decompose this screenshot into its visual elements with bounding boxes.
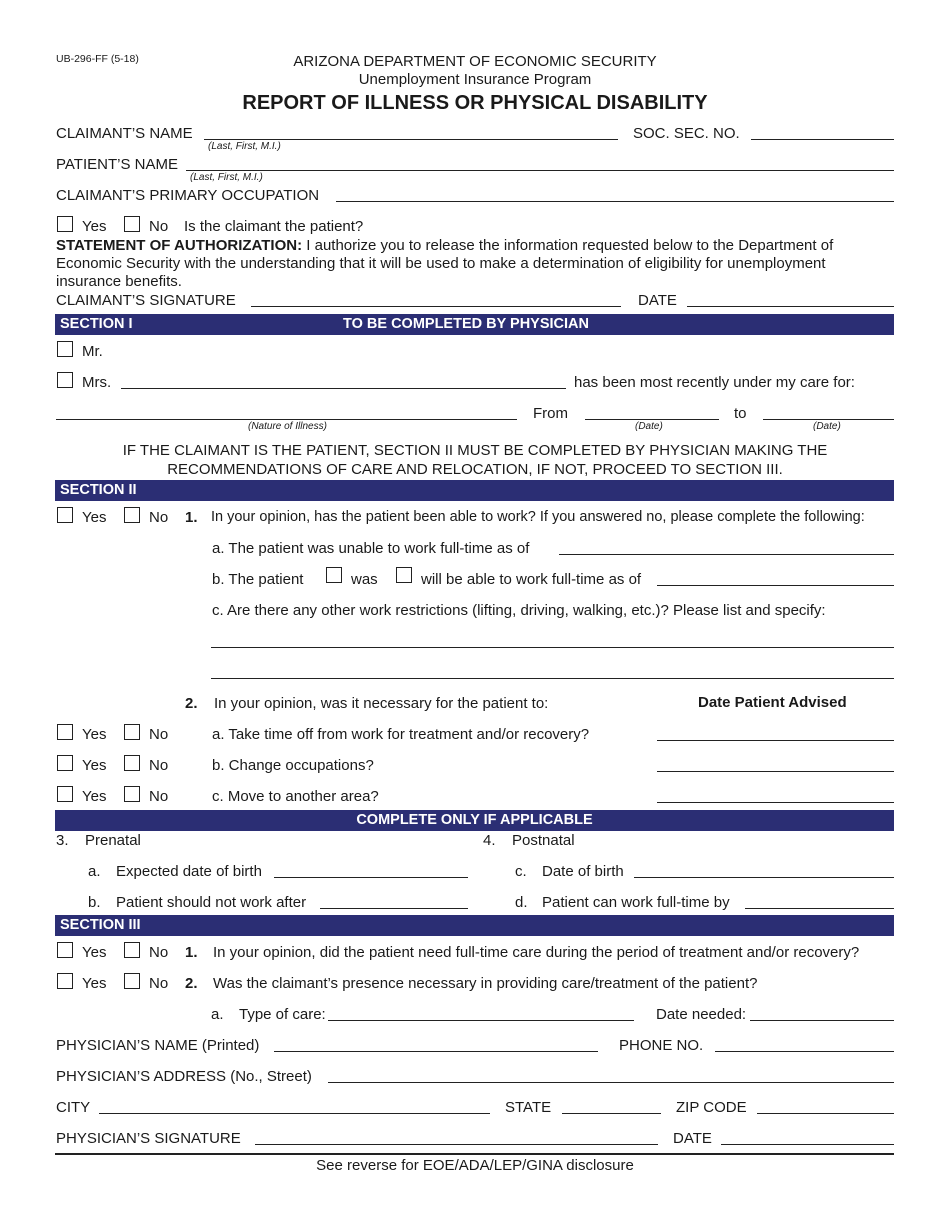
s2-q1a-text: a. The patient was unable to work full-time as of <box>212 540 530 557</box>
expected-birth-label: Expected date of birth <box>116 863 262 880</box>
from-label: From <box>533 405 568 422</box>
s2-q2c-no-checkbox[interactable] <box>124 786 140 802</box>
s2-q2b-text: b. Change occupations? <box>212 757 374 774</box>
nature-of-illness-field[interactable] <box>56 419 517 420</box>
s2-q2c-yes-checkbox[interactable] <box>57 786 73 802</box>
s3-q1-no-checkbox[interactable] <box>124 942 140 958</box>
yes-label: Yes <box>82 218 107 235</box>
prenatal-number: 3. <box>56 832 69 849</box>
postnatal-c-letter: c. <box>515 863 527 880</box>
s2-q2b-date-field[interactable] <box>657 771 894 772</box>
section-1-label: SECTION I <box>60 316 133 332</box>
section-2-notice-line2: RECOMMENDATIONS OF CARE AND RELOCATION, IF NOT, PROCEED TO SECTION III. <box>167 461 783 478</box>
s2-q1c-restrictions-line1[interactable] <box>211 647 894 648</box>
s2-q1-no-checkbox[interactable] <box>124 507 140 523</box>
authorization-text-3: insurance benefits. <box>56 273 182 290</box>
applicable-title: COMPLETE ONLY IF APPLICABLE <box>356 812 593 828</box>
s3-q2a-letter: a. <box>211 1006 224 1023</box>
s2-q1b-text-post: will be able to work full-time as of <box>421 571 642 588</box>
footer-divider <box>55 1153 894 1155</box>
claimant-is-patient-yes-checkbox[interactable] <box>57 216 73 232</box>
section-3-label: SECTION III <box>60 917 141 933</box>
claimant-is-patient-question: Is the claimant the patient? <box>184 218 364 235</box>
state-field[interactable] <box>562 1113 661 1114</box>
claimant-is-patient-no-checkbox[interactable] <box>124 216 140 232</box>
yes-label: Yes <box>82 726 107 743</box>
type-of-care-field[interactable] <box>328 1020 634 1021</box>
postnatal-label: Postnatal <box>512 832 575 849</box>
section-3-header <box>55 915 894 936</box>
program-name: Unemployment Insurance Program <box>358 71 592 88</box>
authorization-text-1: I authorize you to release the information requested below to the Department of <box>306 237 834 254</box>
postnatal-d-letter: d. <box>515 894 528 911</box>
prenatal-a-letter: a. <box>88 863 101 880</box>
s3-q2-number: 2. <box>185 975 198 992</box>
date-of-birth-label: Date of birth <box>542 863 624 880</box>
type-of-care-label: Type of care: <box>239 1006 326 1023</box>
s3-q1-text: In your opinion, did the patient need full-time care during the period of treatment and/or recovery? <box>213 944 860 961</box>
prenatal-label: Prenatal <box>85 832 141 849</box>
section-2-notice-line1: IF THE CLAIMANT IS THE PATIENT, SECTION II MUST BE COMPLETED BY PHYSICIAN MAKING THE <box>122 442 828 459</box>
section-2-label: SECTION II <box>60 482 137 498</box>
s3-q2-no-checkbox[interactable] <box>124 973 140 989</box>
yes-label: Yes <box>82 509 107 526</box>
ssn-field[interactable] <box>751 139 894 140</box>
no-label: No <box>149 726 169 743</box>
claimant-name-field[interactable] <box>204 139 618 140</box>
no-label: No <box>149 757 169 774</box>
to-date-hint: (Date) <box>813 421 841 432</box>
no-label: No <box>149 944 169 961</box>
zip-field[interactable] <box>757 1113 894 1114</box>
claimant-signature-label: CLAIMANT’S SIGNATURE <box>56 292 236 309</box>
s2-q1b-text-pre: b. The patient <box>212 571 304 588</box>
phone-field[interactable] <box>715 1051 894 1052</box>
authorization-text-2: Economic Security with the understanding that it will be used to make a determination of eligibility for unemployment <box>56 255 826 272</box>
no-label: No <box>149 218 169 235</box>
s2-q1b-will-checkbox[interactable] <box>396 567 412 583</box>
care-text: has been most recently under my care for: <box>574 374 855 391</box>
date-patient-advised-heading: Date Patient Advised <box>698 694 847 711</box>
patient-title-name-field[interactable] <box>121 388 566 389</box>
s2-q2a-text: a. Take time off from work for treatment and/or recovery? <box>212 726 590 743</box>
s3-q1-number: 1. <box>185 944 198 961</box>
s2-q1b-date-field[interactable] <box>657 585 894 586</box>
mr-checkbox[interactable] <box>57 341 73 357</box>
s2-q2c-date-field[interactable] <box>657 802 894 803</box>
physician-name-field[interactable] <box>274 1051 598 1052</box>
s3-q2-text: Was the claimant’s presence necessary in providing care/treatment of the patient? <box>213 975 758 992</box>
claimant-signature-field[interactable] <box>251 306 621 307</box>
to-date-field[interactable] <box>763 419 894 420</box>
physician-signature-field[interactable] <box>255 1144 658 1145</box>
postnatal-number: 4. <box>483 832 496 849</box>
section-1-header <box>55 314 894 335</box>
claimant-date-label: DATE <box>638 292 677 309</box>
s2-q1c-text: c. Are there any other work restrictions (lifting, driving, walking, etc.)? Please list and specify: <box>212 602 826 619</box>
section-1-title: TO BE COMPLETED BY PHYSICIAN <box>343 316 589 332</box>
physician-date-label: DATE <box>673 1130 712 1147</box>
yes-label: Yes <box>82 788 107 805</box>
physician-name-label: PHYSICIAN’S NAME (Printed) <box>56 1037 260 1054</box>
s2-q2a-no-checkbox[interactable] <box>124 724 140 740</box>
date-needed-label: Date needed: <box>656 1006 747 1023</box>
ssn-label: SOC. SEC. NO. <box>633 125 740 142</box>
s2-q1b-was-checkbox[interactable] <box>326 567 342 583</box>
form-code: UB-296-FF (5-18) <box>56 53 139 65</box>
work-full-time-by-label: Patient can work full-time by <box>542 894 730 911</box>
authorization-statement-line1 <box>56 237 833 254</box>
not-work-after-label: Patient should not work after <box>116 894 307 911</box>
s2-q1-yes-checkbox[interactable] <box>57 507 73 523</box>
patient-name-hint: (Last, First, M.I.) <box>190 172 263 183</box>
s2-q2b-yes-checkbox[interactable] <box>57 755 73 771</box>
city-label: CITY <box>56 1099 91 1116</box>
no-label: No <box>149 975 169 992</box>
date-of-birth-field[interactable] <box>634 877 894 878</box>
applicable-header <box>55 810 894 831</box>
to-label: to <box>734 405 747 422</box>
s2-q2a-yes-checkbox[interactable] <box>57 724 73 740</box>
yes-label: Yes <box>82 944 107 961</box>
prenatal-b-letter: b. <box>88 894 101 911</box>
mrs-checkbox[interactable] <box>57 372 73 388</box>
city-field[interactable] <box>99 1113 490 1114</box>
claimant-date-field[interactable] <box>687 306 894 307</box>
s2-q1a-date-field[interactable] <box>559 554 894 555</box>
occupation-label: CLAIMANT’S PRIMARY OCCUPATION <box>56 187 320 204</box>
from-date-hint: (Date) <box>635 421 663 432</box>
yes-label: Yes <box>82 757 107 774</box>
patient-name-label: PATIENT’S NAME <box>56 156 178 173</box>
expected-birth-field[interactable] <box>274 877 468 878</box>
s2-q2c-text: c. Move to another area? <box>212 788 379 805</box>
page-title: REPORT OF ILLNESS OR PHYSICAL DISABILITY <box>242 92 708 114</box>
footer-disclosure: See reverse for EOE/ADA/LEP/GINA disclosure <box>316 1157 634 1174</box>
no-label: No <box>149 509 169 526</box>
s3-q2-yes-checkbox[interactable] <box>57 973 73 989</box>
claimant-name-hint: (Last, First, M.I.) <box>208 141 281 152</box>
date-needed-field[interactable] <box>750 1020 894 1021</box>
patient-name-field[interactable] <box>186 170 894 171</box>
physician-address-field[interactable] <box>328 1082 894 1083</box>
s2-q2-text: In your opinion, was it necessary for the patient to: <box>214 695 549 712</box>
mr-label: Mr. <box>82 343 103 360</box>
no-label: No <box>149 788 169 805</box>
s2-q2a-date-field[interactable] <box>657 740 894 741</box>
claimant-name-label: CLAIMANT’S NAME <box>56 125 193 142</box>
state-label: STATE <box>505 1099 552 1116</box>
work-full-time-by-field[interactable] <box>745 908 894 909</box>
yes-label: Yes <box>82 975 107 992</box>
section-2-header <box>55 480 894 501</box>
occupation-field[interactable] <box>336 201 894 202</box>
physician-date-field[interactable] <box>721 1144 894 1145</box>
s2-q1-text: In your opinion, has the patient been able to work? If you answered no, please complete the following: <box>211 509 865 525</box>
from-date-field[interactable] <box>585 419 719 420</box>
mrs-label: Mrs. <box>82 374 112 391</box>
zip-label: ZIP CODE <box>676 1099 747 1116</box>
phone-label: PHONE NO. <box>619 1037 704 1054</box>
physician-signature-label: PHYSICIAN’S SIGNATURE <box>56 1130 241 1147</box>
not-work-after-field[interactable] <box>320 908 468 909</box>
agency-name: ARIZONA DEPARTMENT OF ECONOMIC SECURITY <box>293 53 657 70</box>
s2-q2b-no-checkbox[interactable] <box>124 755 140 771</box>
s2-q1b-was-label: was <box>351 571 378 588</box>
s3-q1-yes-checkbox[interactable] <box>57 942 73 958</box>
s2-q2-number: 2. <box>185 695 198 712</box>
authorization-heading: STATEMENT OF AUTHORIZATION: <box>56 237 303 254</box>
s2-q1c-restrictions-line2[interactable] <box>211 678 894 679</box>
s2-q1-number: 1. <box>185 509 198 526</box>
nature-of-illness-hint: (Nature of Illness) <box>248 421 327 432</box>
physician-address-label: PHYSICIAN’S ADDRESS (No., Street) <box>56 1068 312 1085</box>
